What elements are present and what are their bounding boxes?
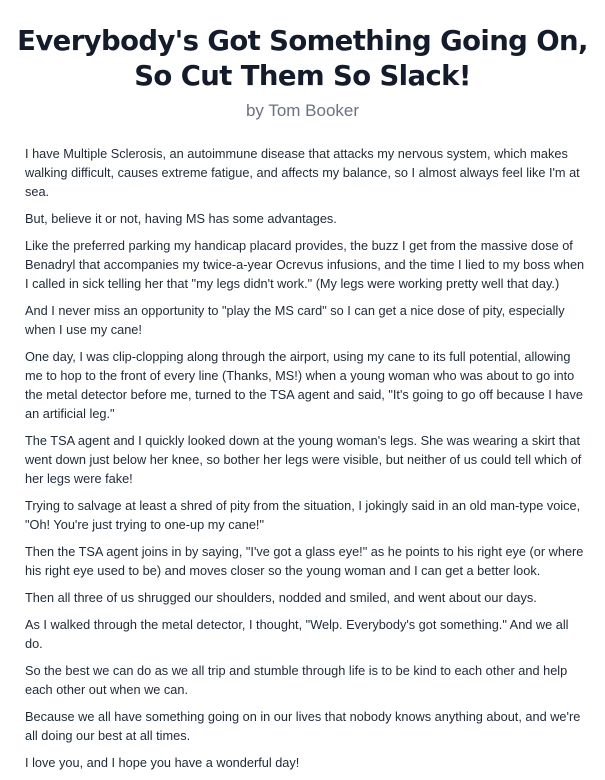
article-title-line-2: So Cut Them So Slack! bbox=[134, 60, 471, 92]
article-paragraph: I have Multiple Sclerosis, an autoimmune disease that attacks my nervous system, which makes walking difficult, causes extreme fatigue, and affects my balance, so I almost always feel like I'm at sea. bbox=[25, 146, 580, 199]
article-paragraph: So the best we can do as we all trip and stumble through life is to be kind to each other and help each other out when we can. bbox=[25, 663, 568, 697]
article-paragraph: Then all three of us shrugged our shoulders, nodded and smiled, and went about our days. bbox=[25, 590, 537, 605]
article-paragraph: Because we all have something going on in our lives that nobody knows anything about, and we're all doing our best at all times. bbox=[25, 709, 581, 743]
article-paragraph: The TSA agent and I quickly looked down at the young woman's legs. She was wearing a skirt that went down just below her knee, so bother her legs were visible, but neither of us could tell which of her legs were fake! bbox=[25, 433, 582, 486]
article-paragraph: As I walked through the metal detector, I thought, "Welp. Everybody's got something." And we all do. bbox=[25, 617, 569, 651]
article-paragraph: But, believe it or not, having MS has some advantages. bbox=[25, 211, 337, 226]
article-paragraph: I love you, and I hope you have a wonderful day! bbox=[25, 755, 300, 770]
article-paragraph: Trying to salvage at least a shred of pity from the situation, I jokingly said in an old man-type voice, "Oh! You're just trying to one-up my cane!" bbox=[25, 498, 581, 532]
article-paragraph: One day, I was clip-clopping along through the airport, using my cane to its full potential, allowing me to hop to the front of every line (Thanks, MS!) when a young woman who was about to go into the metal detector before me, turned to the TSA agent and said, "It's going to go off because I have an artificial leg." bbox=[25, 349, 583, 421]
article-byline: by Tom Booker bbox=[245, 101, 360, 120]
article-title-line-1: Everybody's Got Something Going On, bbox=[17, 25, 588, 57]
article-body bbox=[25, 144, 585, 780]
article-title bbox=[10, 24, 595, 94]
article-paragraph: Like the preferred parking my handicap placard provides, the buzz I get from the massive dose of Benadryl that accompanies my twice-a-year Ocrevus infusions, and the time I lied to my boss when I called in sick telling her that "my legs didn't work." (My legs were working pretty well that day.) bbox=[25, 238, 585, 291]
article-paragraph: And I never miss an opportunity to "play the MS card" so I can get a nice dose of pity, especially when I use my cane! bbox=[25, 303, 565, 337]
article-paragraph: Then the TSA agent joins in by saying, "I've got a glass eye!" as he points to his right eye (or where his right eye used to be) and moves closer so the young woman and I can get a better look. bbox=[25, 544, 584, 578]
